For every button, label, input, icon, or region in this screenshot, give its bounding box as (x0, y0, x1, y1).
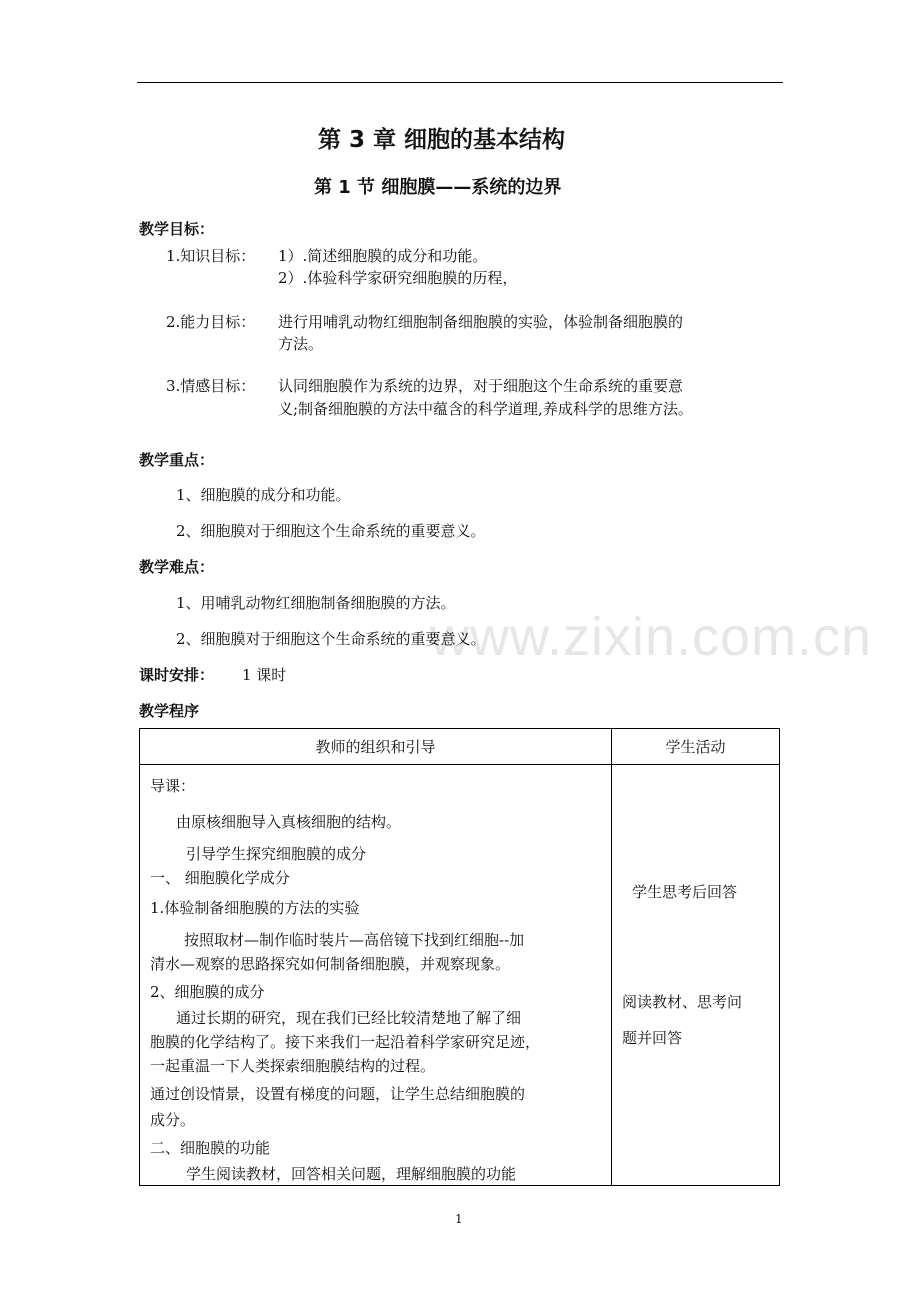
col-header-teacher (140, 729, 612, 765)
difficulties-heading: 教学难点： (139, 558, 215, 576)
ability-line-2: 方法。 (278, 335, 324, 353)
teacher-line: 由原核细胞导入真核细胞的结构。 (176, 813, 402, 831)
knowledge-label: 1.知识目标： (166, 247, 256, 265)
ability-line-1: 进行用哺乳动物红细胞制备细胞膜的实验，体验制备细胞膜的 (278, 313, 684, 331)
emotion-label: 3.情感目标： (166, 377, 256, 395)
teacher-line: 学生阅读教材，回答相关问题，理解细胞膜的功能 (186, 1165, 517, 1183)
objectives-heading: 教学目标： (139, 220, 215, 238)
emotion-line-2: 义;制备细胞膜的方法中蕴含的科学道理,养成科学的思维方法。 (278, 400, 693, 418)
teacher-line: 导课： (150, 777, 196, 795)
teacher-line: 1.体验制备细胞膜的方法的实验 (150, 899, 360, 917)
teacher-line: 二、细胞膜的功能 (150, 1139, 271, 1157)
schedule-label: 课时安排： (139, 666, 215, 684)
teacher-line: 通过长期的研究，现在我们已经比较清楚地了解了细 (176, 1009, 522, 1027)
key-points-heading: 教学重点： (139, 451, 215, 469)
ability-label: 2.能力目标： (166, 313, 256, 331)
col-header-teacher-label: 教师的组织和引导 (315, 738, 436, 756)
difficulty-2: 2、细胞膜对于细胞这个生命系统的重要意义。 (176, 630, 486, 648)
teacher-line: 通过创设情景，设置有梯度的问题，让学生总结细胞膜的 (150, 1085, 526, 1103)
teacher-line: 引导学生探究细胞膜的成分 (186, 845, 367, 863)
knowledge-item-2: 2）.体验科学家研究细胞膜的历程， (278, 269, 518, 287)
teacher-line: 一起重温一下人类探索细胞膜结构的过程。 (150, 1057, 436, 1075)
teacher-line: 一、 细胞膜化学成分 (150, 869, 290, 887)
schedule-value: 1 课时 (242, 666, 287, 684)
teacher-line: 清水—观察的思路探究如何制备细胞膜，并观察现象。 (150, 955, 511, 973)
chapter-title: 第 3 章 细胞的基本结构 (318, 127, 566, 153)
teacher-line: 成分。 (150, 1111, 196, 1129)
key-point-1: 1、细胞膜的成分和功能。 (176, 486, 351, 504)
procedure-heading: 教学程序 (139, 702, 200, 720)
teacher-cell (140, 765, 612, 1186)
teacher-line: 2、细胞膜的成分 (150, 983, 265, 1001)
watermark: www.zixin.com.cn (430, 607, 873, 667)
procedure-table (139, 728, 780, 1186)
col-header-student-label: 学生活动 (665, 738, 726, 756)
student-activity-2-line-2: 题并回答 (622, 1029, 683, 1047)
key-point-2: 2、细胞膜对于细胞这个生命系统的重要意义。 (176, 522, 486, 540)
difficulty-1: 1、用哺乳动物红细胞制备细胞膜的方法。 (176, 594, 456, 612)
student-cell (612, 765, 780, 1186)
section-title: 第 1 节 细胞膜——系统的边界 (314, 177, 562, 198)
student-activity-1: 学生思考后回答 (632, 883, 738, 901)
page-number: 1 (455, 1212, 463, 1226)
knowledge-item-1: 1）.简述细胞膜的成分和功能。 (278, 247, 488, 265)
col-header-student (612, 729, 780, 765)
emotion-line-1: 认同细胞膜作为系统的边界，对于细胞这个生命系统的重要意 (278, 377, 684, 395)
header-rule (137, 82, 783, 83)
teacher-line: 按照取材—制作临时装片—高倍镜下找到红细胞--加 (184, 931, 525, 949)
student-activity-2-line-1: 阅读教材、思考问 (622, 993, 743, 1011)
teacher-line: 胞膜的化学结构了。接下来我们一起沿着科学家研究足迹， (150, 1033, 541, 1051)
